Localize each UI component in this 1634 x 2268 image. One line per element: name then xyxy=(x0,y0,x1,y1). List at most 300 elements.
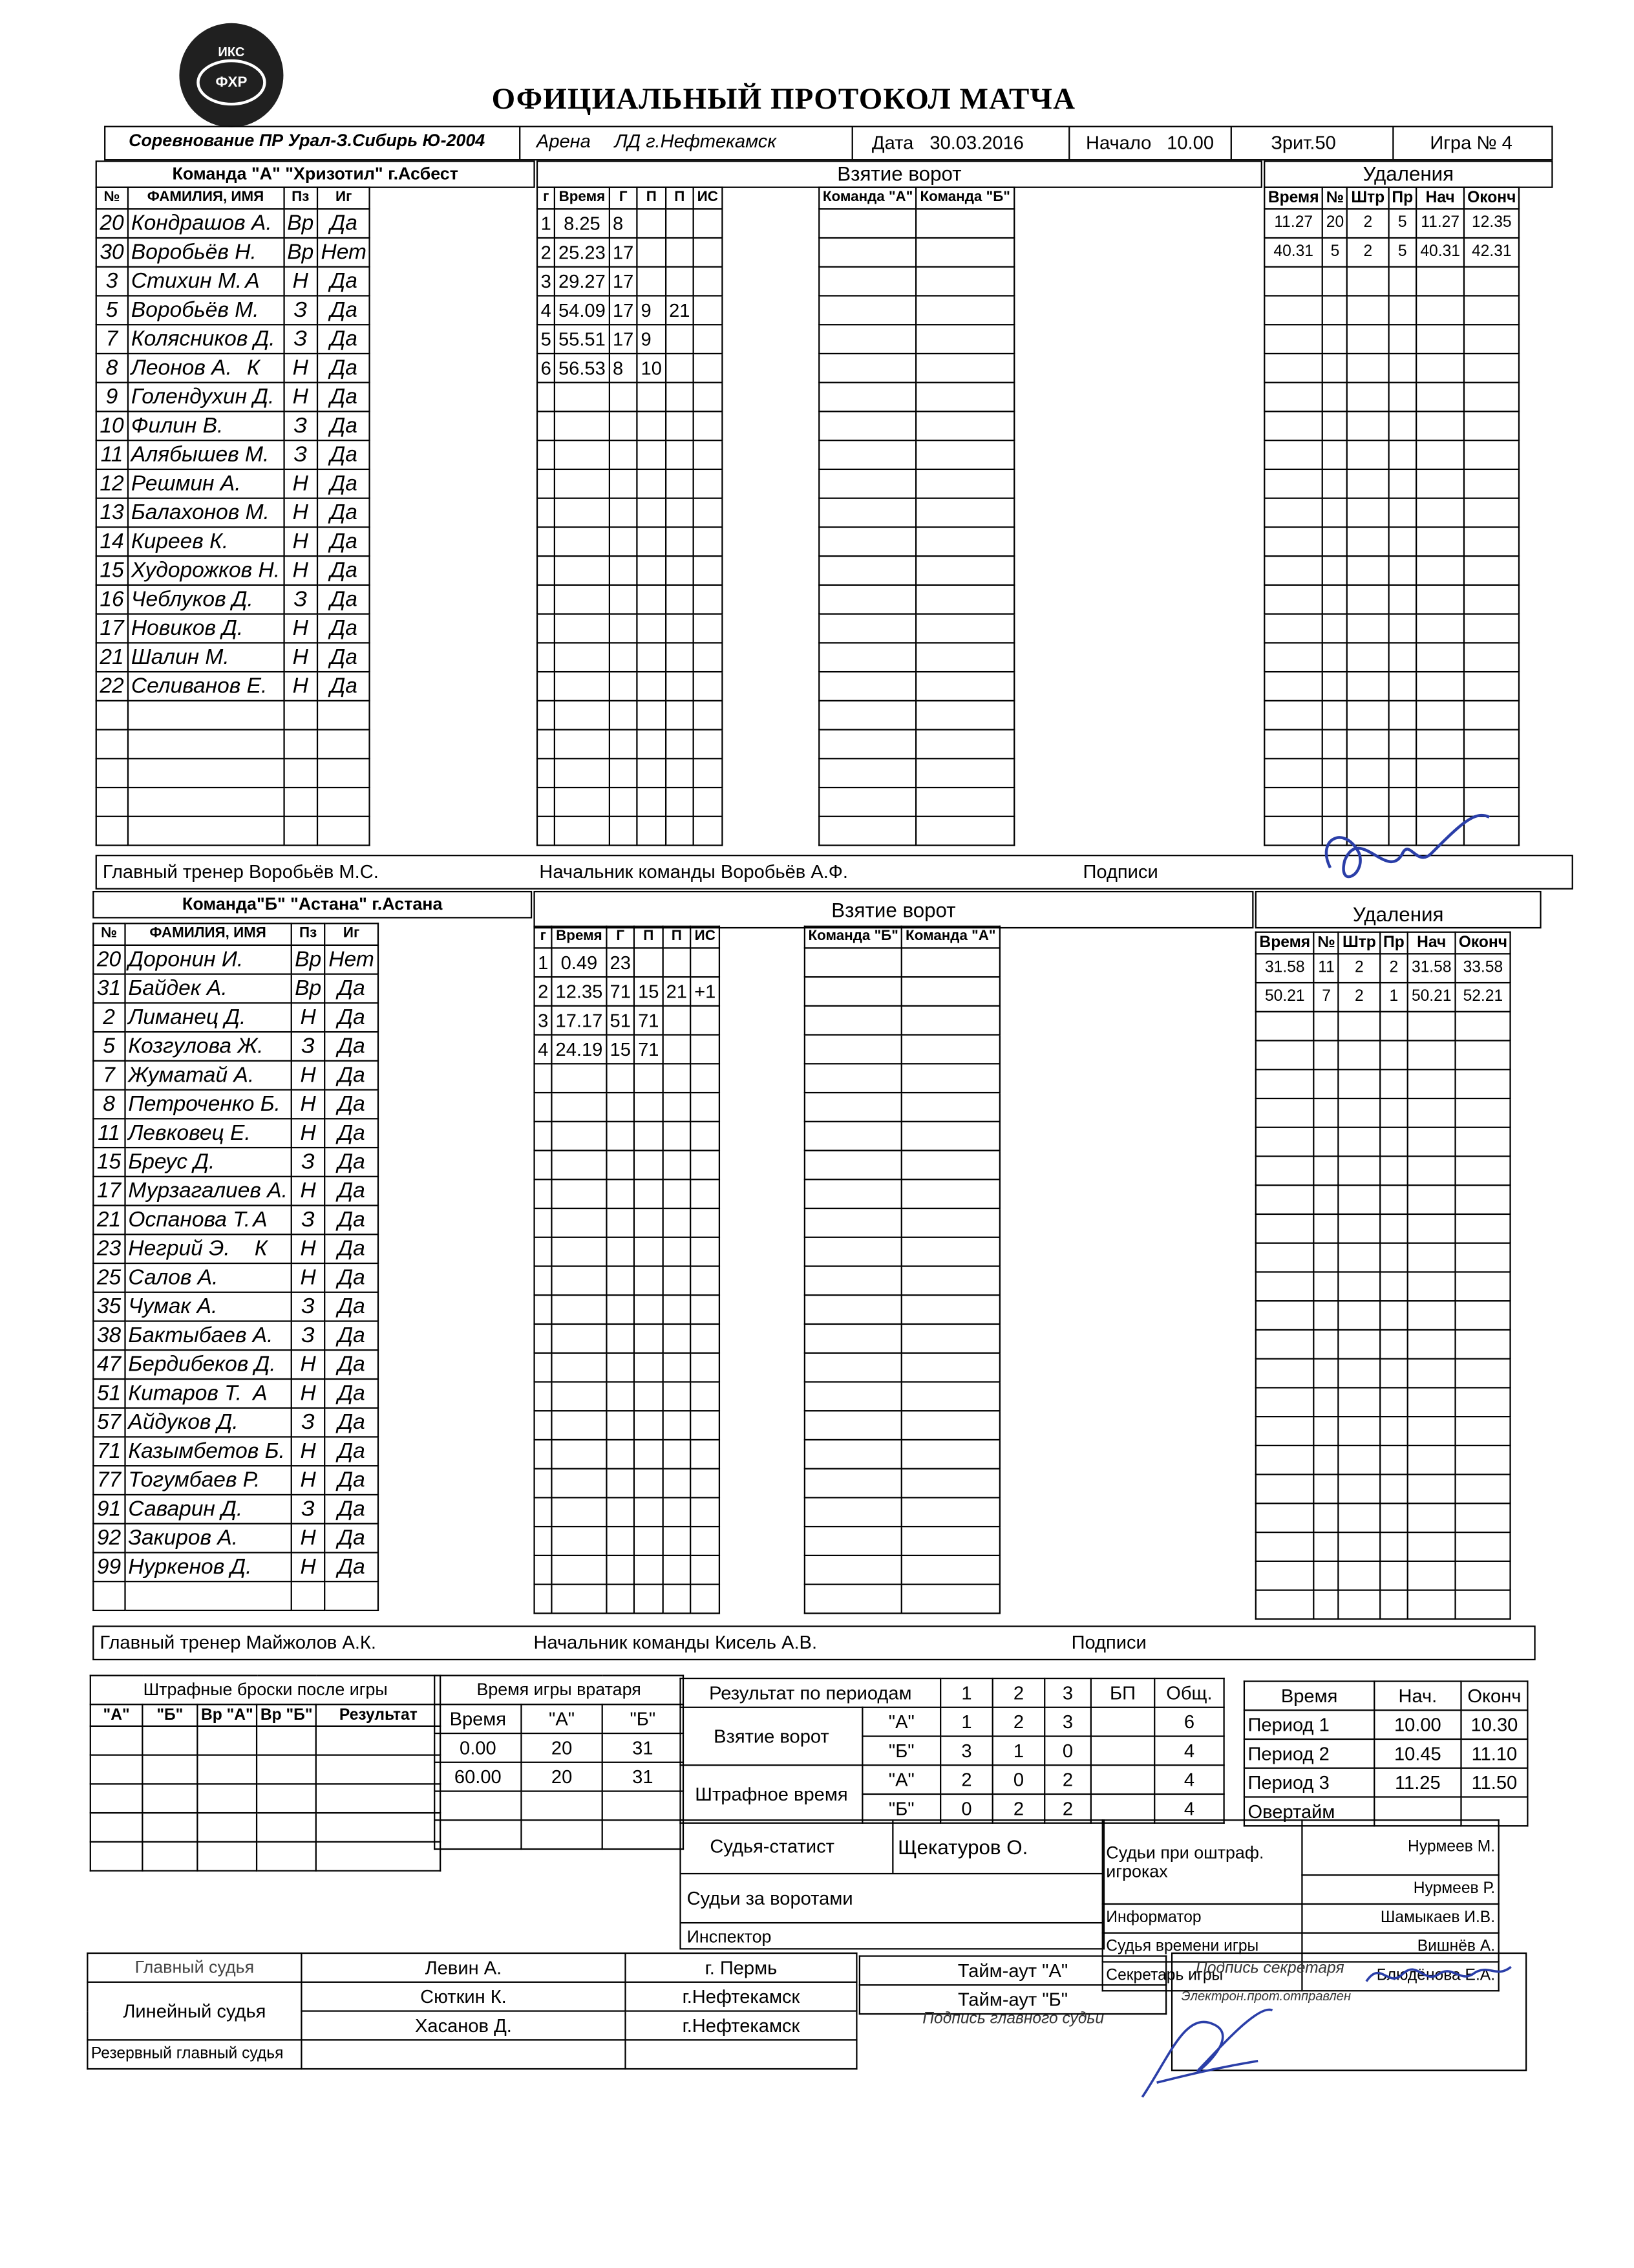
player-row xyxy=(96,527,370,556)
player-name-text: Бердибеков Д. xyxy=(128,1352,276,1377)
player-row xyxy=(93,1581,377,1610)
penalty-reason: 5 xyxy=(1388,238,1417,267)
player-row xyxy=(96,672,370,701)
period-value: 4 xyxy=(1154,1794,1224,1823)
penalty-row xyxy=(1256,1301,1511,1330)
team-a-onice xyxy=(818,187,1014,846)
col-assist2: П xyxy=(666,187,694,209)
col-p-reason: Пр xyxy=(1379,932,1408,954)
player-position: Вр xyxy=(284,238,317,267)
penalty-row xyxy=(1264,469,1520,498)
goal-row xyxy=(537,787,721,817)
player-name-text: Голендухин Д. xyxy=(131,385,275,410)
goal-ic xyxy=(694,325,721,354)
player-number: 9 xyxy=(96,383,128,412)
player-name-text: Жуматай А. xyxy=(128,1063,255,1088)
penalty-row xyxy=(1264,556,1520,585)
player-number: 23 xyxy=(93,1234,125,1263)
col-num: № xyxy=(93,923,125,945)
penalty-min: 2 xyxy=(1339,983,1379,1012)
player-name-text: Шалин М. xyxy=(131,645,229,670)
penalty-row xyxy=(1256,983,1511,1012)
player-played: Да xyxy=(325,1350,378,1379)
player-row xyxy=(93,1061,377,1090)
player-name xyxy=(125,1206,292,1235)
player-name xyxy=(125,1350,292,1379)
player-played: Да xyxy=(325,1379,378,1408)
player-number: 30 xyxy=(96,238,128,267)
penalty-row xyxy=(1256,954,1511,983)
goal-g: 2 xyxy=(535,977,552,1006)
col-assist2: П xyxy=(663,926,691,948)
period-value: 4 xyxy=(1154,1737,1224,1766)
goal-row xyxy=(535,1353,719,1382)
goal-row xyxy=(537,209,721,238)
col-p-end: Оконч xyxy=(1455,932,1511,954)
player-position: З xyxy=(292,1408,325,1437)
player-name-text: Петроченко Б. xyxy=(128,1091,281,1117)
player-name-text: Селиванов Е. xyxy=(131,674,268,699)
penalty-time: 40.31 xyxy=(1264,238,1322,267)
period-team: "Б" xyxy=(862,1737,940,1766)
player-number: 38 xyxy=(93,1321,125,1350)
player-name-text: Новиков Д. xyxy=(131,615,244,641)
referee: Левин А. xyxy=(301,1953,625,1982)
player-row xyxy=(96,758,370,787)
penalty-min: 2 xyxy=(1348,238,1388,267)
period-col-ot: БП xyxy=(1091,1678,1154,1707)
timeout-b: Тайм-аут "Б" xyxy=(860,1985,1166,2014)
referees-table xyxy=(87,1952,857,2070)
goal-goal: 51 xyxy=(606,1006,635,1035)
penalty-reason: 2 xyxy=(1379,954,1408,983)
officials-left xyxy=(679,1819,1105,1949)
player-position: З xyxy=(292,1206,325,1235)
player-played: Да xyxy=(317,354,370,383)
goalie-time: 60.00 xyxy=(434,1762,521,1792)
player-name xyxy=(125,1177,292,1206)
player-row xyxy=(93,1350,377,1379)
player-name xyxy=(127,440,283,469)
timing-col-time: Время xyxy=(1244,1682,1374,1711)
player-name-text: Оспанова Т. xyxy=(128,1207,251,1232)
goalie-time-table xyxy=(434,1674,684,1850)
period-col-3: 3 xyxy=(1045,1678,1091,1707)
timing-period: Овертайм xyxy=(1244,1797,1374,1826)
goal-goal: 71 xyxy=(606,977,635,1006)
player-name-text: Айдуков Д. xyxy=(128,1410,239,1435)
penalty-row xyxy=(1264,498,1520,528)
goal-row xyxy=(535,1585,719,1614)
player-number: 13 xyxy=(96,498,128,528)
goal-goal: 8 xyxy=(609,209,637,238)
player-name xyxy=(127,295,283,325)
player-number: 20 xyxy=(96,209,128,238)
goal-g: 3 xyxy=(535,1006,552,1035)
penalty-row xyxy=(1256,1243,1511,1272)
goal-row xyxy=(537,585,721,614)
start-time: 10.00 xyxy=(1167,131,1215,154)
penalty-row xyxy=(1264,672,1520,701)
player-name-text: Закиров А. xyxy=(128,1526,239,1551)
goalie-a: 20 xyxy=(521,1762,602,1792)
player-played: Да xyxy=(317,295,370,325)
player-name-text: Киреев К. xyxy=(131,529,229,554)
goal-row xyxy=(535,1556,719,1585)
period-value: 2 xyxy=(1045,1765,1091,1794)
linesman-label: Линейный судья xyxy=(87,1982,301,2040)
goal-row xyxy=(535,977,719,1006)
player-number: 11 xyxy=(96,440,128,469)
goal-goal: 17 xyxy=(609,238,637,267)
col-p-start: Нач xyxy=(1417,187,1464,209)
goal-row xyxy=(535,1266,719,1295)
player-number: 10 xyxy=(96,411,128,440)
goal-row xyxy=(535,1064,719,1093)
linesman-city: г.Нефтекамск xyxy=(626,1982,857,2011)
player-position: Н xyxy=(292,1466,325,1495)
player-name xyxy=(127,672,283,701)
goal-row xyxy=(535,1382,719,1411)
player-row xyxy=(96,469,370,498)
penalty-row xyxy=(1256,1532,1511,1561)
player-name xyxy=(125,1466,292,1495)
col-ic: ИС xyxy=(691,926,719,948)
player-name-text: Бреус Д. xyxy=(128,1150,215,1175)
player-name xyxy=(125,1032,292,1061)
goal-a2 xyxy=(666,238,694,267)
player-name xyxy=(125,1148,292,1177)
player-row xyxy=(93,1524,377,1553)
goal-goal: 17 xyxy=(609,295,637,325)
statistician: Щекатуров О. xyxy=(898,1835,1028,1859)
logo-center-text: ФХР xyxy=(196,59,266,106)
player-played: Да xyxy=(317,527,370,556)
player-position: Вр xyxy=(292,974,325,1003)
goal-ic xyxy=(691,948,719,977)
player-number: 5 xyxy=(96,295,128,325)
goal-row xyxy=(537,643,721,672)
player-position: Н xyxy=(292,1350,325,1379)
player-name xyxy=(127,209,283,238)
player-row xyxy=(93,1177,377,1206)
player-row xyxy=(93,1292,377,1321)
goalie-b: 31 xyxy=(602,1733,683,1762)
player-position: Н xyxy=(284,643,317,672)
goal-time: 25.23 xyxy=(555,238,609,267)
player-position: Н xyxy=(292,1090,325,1119)
period-value: 2 xyxy=(940,1765,993,1794)
goal-goal: 17 xyxy=(609,325,637,354)
goal-g: 4 xyxy=(537,295,555,325)
period-value: 1 xyxy=(993,1737,1045,1766)
player-name xyxy=(125,1061,292,1090)
player-row xyxy=(93,1466,377,1495)
secretary: Блюдёнова Е.А. xyxy=(1302,1962,1498,1991)
penalty-judges-label: Судьи при оштраф. игроках xyxy=(1103,1820,1302,1904)
player-role: К xyxy=(254,1236,268,1261)
player-number: 91 xyxy=(93,1495,125,1524)
player-played: Да xyxy=(317,469,370,498)
referee-signature xyxy=(1128,1996,1287,2112)
goal-ic xyxy=(694,267,721,296)
penalty-judge: Нурмеев Р. xyxy=(1302,1875,1498,1904)
period-value: 1 xyxy=(940,1707,993,1737)
goal-ic xyxy=(694,209,721,238)
goal-row xyxy=(535,1093,719,1122)
goal-goal: 23 xyxy=(606,948,635,977)
goalie-b: 31 xyxy=(602,1762,683,1792)
penalty-row xyxy=(1264,758,1520,787)
goal-a2: 21 xyxy=(666,295,694,325)
player-name-text: Китаров Т. xyxy=(128,1381,242,1406)
timing-col-start: Нач. xyxy=(1374,1682,1461,1711)
player-row xyxy=(96,354,370,383)
penalty-num: 5 xyxy=(1322,238,1348,267)
timeout-a: Тайм-аут "А" xyxy=(860,1956,1166,1985)
penalty-row xyxy=(1264,643,1520,672)
player-played: Да xyxy=(317,672,370,701)
penalty-row xyxy=(1264,383,1520,412)
col-team-b: Команда "Б" xyxy=(917,187,1014,209)
period-value: 0 xyxy=(1045,1737,1091,1766)
player-position: Вр xyxy=(284,209,317,238)
player-played: Да xyxy=(325,1466,378,1495)
player-name-text: Воробьёв Н. xyxy=(131,240,257,265)
goal-row xyxy=(535,1411,719,1440)
team-b-penalties xyxy=(1255,932,1512,1620)
player-number: 22 xyxy=(96,672,128,701)
secretary-signature-label: Подпись секретаря xyxy=(1195,1960,1344,1977)
player-number: 7 xyxy=(96,325,128,354)
penalty-row xyxy=(1264,325,1520,354)
goal-goal: 15 xyxy=(606,1035,635,1064)
player-role: А xyxy=(253,1381,268,1406)
spectators: Зрит.50 xyxy=(1271,131,1336,154)
penalty-row xyxy=(1264,209,1520,238)
player-name xyxy=(125,1234,292,1263)
penalty-end: 12.35 xyxy=(1464,209,1520,238)
player-row xyxy=(93,1003,377,1032)
col-p-num: № xyxy=(1322,187,1348,209)
period-value: 2 xyxy=(993,1707,1045,1737)
timing-end: 10.30 xyxy=(1461,1710,1527,1739)
player-name-text: Бактыбаев А. xyxy=(128,1323,273,1348)
player-row xyxy=(93,1118,377,1148)
player-name xyxy=(125,1263,292,1292)
goal-row xyxy=(537,730,721,759)
col-played: Иг xyxy=(325,923,378,945)
col-assist1: П xyxy=(637,187,666,209)
player-number: 21 xyxy=(93,1206,125,1235)
col-pos: Пз xyxy=(284,187,317,209)
goal-a1: 71 xyxy=(634,1035,663,1064)
player-name-text: Лиманец Д. xyxy=(128,1005,246,1030)
goal-ic: +1 xyxy=(691,977,719,1006)
player-name-text: Балахонов М. xyxy=(131,500,270,526)
goal-row xyxy=(535,1035,719,1064)
player-number: 51 xyxy=(93,1379,125,1408)
player-number: 15 xyxy=(96,556,128,585)
player-row xyxy=(93,1090,377,1119)
goal-a2 xyxy=(666,267,694,296)
player-row xyxy=(96,325,370,354)
player-row xyxy=(93,1437,377,1466)
goal-a2 xyxy=(666,325,694,354)
player-played: Да xyxy=(325,1408,378,1437)
period-value: 4 xyxy=(1154,1765,1224,1794)
team-a-goals xyxy=(536,187,723,846)
player-position: З xyxy=(292,1321,325,1350)
penalty-row xyxy=(1264,354,1520,383)
team-a-signatures-label: Подписи xyxy=(1083,861,1158,883)
penalty-row xyxy=(1256,1041,1511,1070)
goal-ic xyxy=(694,295,721,325)
player-number: 71 xyxy=(93,1437,125,1466)
penalty-row xyxy=(1256,1387,1511,1417)
player-row xyxy=(93,1321,377,1350)
player-name xyxy=(127,614,283,643)
goal-row xyxy=(537,440,721,469)
referee-city: г. Пермь xyxy=(626,1953,857,1982)
goal-g: 3 xyxy=(537,267,555,296)
team-a-coach: Главный тренер Воробьёв М.С. xyxy=(102,861,379,883)
penalty-row xyxy=(1256,1272,1511,1301)
period-team: "Б" xyxy=(862,1794,940,1823)
col-g: г xyxy=(535,926,552,948)
penalty-num: 11 xyxy=(1314,954,1339,983)
player-row xyxy=(93,1552,377,1581)
statistician-label: Судья-статист xyxy=(710,1835,834,1857)
goal-row xyxy=(537,469,721,498)
penalty-end: 52.21 xyxy=(1455,983,1511,1012)
referee-signature-label: Подпись главного судьи xyxy=(922,2010,1105,2028)
player-name-text: Кондрашов А. xyxy=(131,211,272,236)
team-b-onice xyxy=(804,926,1000,1614)
shootout-title: Штрафные броски после игры xyxy=(90,1676,441,1705)
informer: Шамыкаев И.В. xyxy=(1302,1904,1498,1933)
penalty-num: 7 xyxy=(1314,983,1339,1012)
penalty-row xyxy=(1256,1446,1511,1475)
goal-row xyxy=(537,672,721,701)
player-position: З xyxy=(292,1292,325,1321)
player-number: 17 xyxy=(93,1177,125,1206)
goal-time: 29.27 xyxy=(555,267,609,296)
team-b-signatures-label: Подписи xyxy=(1071,1631,1147,1653)
player-name-text: Доронин И. xyxy=(128,947,244,972)
secretary-signature xyxy=(1359,1952,1518,1996)
goal-a2 xyxy=(666,209,694,238)
penalty-min: 2 xyxy=(1348,209,1388,238)
goal-row xyxy=(537,238,721,267)
player-number: 15 xyxy=(93,1148,125,1177)
player-number: 7 xyxy=(93,1061,125,1090)
col-team-b: Команда "Б" xyxy=(805,926,902,948)
goal-row xyxy=(537,383,721,412)
player-played: Да xyxy=(325,1437,378,1466)
penalty-end: 33.58 xyxy=(1455,954,1511,983)
goal-a1: 9 xyxy=(637,295,666,325)
goal-row xyxy=(535,1122,719,1151)
timekeeper: Вишнёв А. xyxy=(1302,1933,1498,1962)
timeout-table xyxy=(859,1955,1167,2015)
timing-period: Период 3 xyxy=(1244,1768,1374,1797)
player-position: Н xyxy=(292,1552,325,1581)
player-position: Н xyxy=(284,469,317,498)
player-position: З xyxy=(284,325,317,354)
col-time: Время xyxy=(555,187,609,209)
player-name xyxy=(127,411,283,440)
timing-period: Период 1 xyxy=(1244,1710,1374,1739)
penalty-row xyxy=(1256,1330,1511,1359)
player-position: Н xyxy=(284,672,317,701)
player-position: Н xyxy=(284,556,317,585)
col-p-num: № xyxy=(1314,932,1339,954)
goal-a2 xyxy=(666,354,694,383)
goal-ic xyxy=(691,1006,719,1035)
penalty-row xyxy=(1264,730,1520,759)
player-row xyxy=(96,383,370,412)
period-value: 2 xyxy=(993,1794,1045,1823)
player-played: Да xyxy=(325,1061,378,1090)
player-number: 17 xyxy=(96,614,128,643)
goalie-col-time: Время xyxy=(434,1704,521,1733)
page-title: ОФИЦИАЛЬНЫЙ ПРОТОКОЛ МАТЧА xyxy=(491,81,1076,116)
penalty-time: 31.58 xyxy=(1256,954,1314,983)
player-position: Н xyxy=(292,1061,325,1090)
player-name xyxy=(125,1408,292,1437)
col-time: Время xyxy=(552,926,606,948)
goalie-col-a: "А" xyxy=(521,1704,602,1733)
player-position: З xyxy=(284,585,317,614)
goal-g: 6 xyxy=(537,354,555,383)
player-position: З xyxy=(292,1148,325,1177)
penalty-row xyxy=(1256,1503,1511,1532)
team-b-staff-row xyxy=(92,1625,1536,1660)
player-name xyxy=(127,527,283,556)
goal-row xyxy=(535,1208,719,1237)
goal-a1 xyxy=(637,238,666,267)
player-name xyxy=(125,1552,292,1581)
penalty-row xyxy=(1256,1475,1511,1504)
player-name xyxy=(127,238,283,267)
player-position: Н xyxy=(292,1524,325,1553)
col-goal: Г xyxy=(606,926,635,948)
penalty-row xyxy=(1264,527,1520,556)
player-position: Н xyxy=(284,614,317,643)
goal-time: 56.53 xyxy=(555,354,609,383)
player-name-text: Колясников Д. xyxy=(131,326,275,352)
goal-time: 54.09 xyxy=(555,295,609,325)
player-name-text: Мурзагалиев А. xyxy=(128,1179,288,1204)
team-a-roster xyxy=(96,187,371,846)
penalty-min: 2 xyxy=(1339,954,1379,983)
player-played: Да xyxy=(317,440,370,469)
col-p-reason: Пр xyxy=(1388,187,1417,209)
secretary-label: Секретарь игры xyxy=(1103,1962,1302,1991)
player-position: З xyxy=(292,1032,325,1061)
player-name xyxy=(127,354,283,383)
goal-row xyxy=(537,817,721,846)
col-name: ФАМИЛИЯ, ИМЯ xyxy=(125,923,292,945)
player-row xyxy=(93,1206,377,1235)
goal-a1 xyxy=(634,948,663,977)
goal-row xyxy=(537,556,721,585)
player-name-text: Байдек А. xyxy=(128,976,228,1001)
goal-a2 xyxy=(663,948,691,977)
player-position: Н xyxy=(292,1379,325,1408)
goal-row xyxy=(535,1179,719,1208)
